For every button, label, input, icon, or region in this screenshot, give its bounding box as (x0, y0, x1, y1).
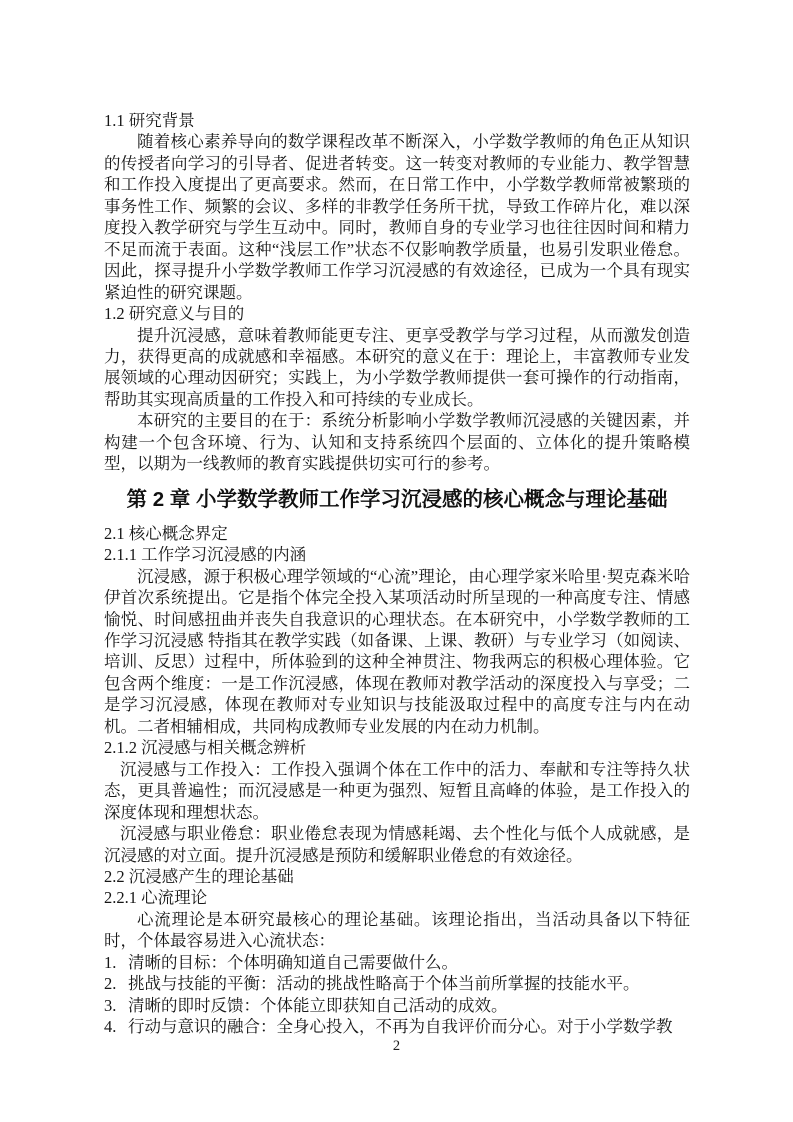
item-number: 3. (104, 995, 117, 1015)
paragraph-immersion-vs-engagement: 沉浸感与工作投入：工作投入强调个体在工作中的活力、奉献和专注等持久状态，更具普遍性；而沉浸感是一种更为强烈、短暂且高峰的体验，是工作投入的深度体现和理想状态。 (104, 759, 690, 822)
list-item (104, 973, 690, 994)
item-number: 1. (104, 952, 117, 972)
paragraph-flow-theory-intro: 心流理论是本研究最核心的理论基础。该理论指出，当活动具备以下特征时，个体最容易进入心流状态： (104, 909, 690, 951)
section-heading-1-1: 1.1 研究背景 (104, 111, 195, 130)
page-number: 2 (392, 1038, 401, 1054)
list-item (104, 952, 690, 973)
chapter-2-heading: 第 2 章 小学数学教师工作学习沉浸感的核心概念与理论基础 (126, 487, 668, 511)
paragraph-purpose: 本研究的主要目的在于：系统分析影响小学数学教师沉浸感的关键因素，并构建一个包含环境、行为、认知和支持系统四个层面的、立体化的提升策略模型，以期为一线教师的教育实践提供切实可行的参考。 (104, 411, 690, 474)
paragraph-significance: 提升沉浸感，意味着教师能更专注、更享受教学与学习过程，从而激发创造力，获得更高的成就感和幸福感。本研究的意义在于：理论上，丰富教师专业发展领域的心理动因研究；实践上，为小学数学教师提供一套可操作的行动指南，帮助其实现高质量的工作投入和可持续的专业成长。 (104, 325, 690, 409)
section-heading-2-2: 2.2 沉浸感产生的理论基础 (104, 866, 294, 886)
section-heading-2-1-1: 2.1.1 工作学习沉浸感的内涵 (104, 545, 307, 565)
item-text: 挑战与技能的平衡：活动的挑战性略高于个体当前所掌握的技能水平。 (128, 974, 640, 994)
section-heading-2-2-1: 2.2.1 心流理论 (104, 888, 208, 908)
item-text: 清晰的目标：个体明确知道自己需要做什么。 (128, 952, 458, 972)
item-number: 2. (104, 974, 117, 994)
list-item (104, 1016, 690, 1037)
paragraph-research-background: 随着核心素养导向的数学课程改革不断深入，小学数学教师的角色正从知识的传授者向学习的引导者、促进者转变。这一转变对教师的专业能力、教学智慧和工作投入度提出了更高要求。然而，在日常工作中，小学数学教师常被繁琐的事务性工作、频繁的会议、多样的非教学任务所干扰，导致工作碎片化，难以深度投入教学研究与学生互动中。同时，教师自身的专业学习也往往因时间和精力不足而流于表面。这种“浅层工作”状态不仅影响教学质量，也易引发职业倦怠。因此，探寻提升小学数学教师工作学习沉浸感的有效途径，已成为一个具有现实紧迫性的研究课题。 (104, 132, 690, 302)
flow-conditions-list (104, 952, 690, 1038)
item-text: 行动与意识的融合：全身心投入，不再为自我评价而分心。对于小学数学教 (128, 1017, 673, 1037)
paragraph-immersion-vs-burnout: 沉浸感与职业倦怠：职业倦怠表现为情感耗竭、去个性化与低个人成就感，是沉浸感的对立面。提升沉浸感是预防和缓解职业倦怠的有效途径。 (104, 824, 690, 865)
list-item (104, 995, 690, 1016)
section-heading-1-2: 1.2 研究意义与目的 (104, 304, 245, 324)
paragraph-immersion-definition: 沉浸感，源于积极心理学领域的“心流”理论，由心理学家米哈里·契克森米哈伊首次系统提出。它是指个体完全投入某项活动时所呈现的一种高度专注、情感愉悦、时间感扭曲并丧失自我意识的心理状态。在本研究中，小学数学教师的工作学习沉浸感 特指其在教学实践（如备课、上课、教研）与专业学习（如阅读、培训、反思）过程中，所体验到的这种全神贯注、物我两忘的积极心理体验。它包含两个维度：一是工作沉浸感，体现在教师对教学活动的深度投入与享受；二是学习沉浸感，体现在教师对专业知识与技能汲取过程中的高度专注与内在动机。二者相辅相成，共同构成教师专业发展的内在动力机制。 (104, 566, 690, 736)
item-text: 清晰的即时反馈：个体能立即获知自己活动的成效。 (128, 995, 508, 1015)
section-heading-2-1-2: 2.1.2 沉浸感与相关概念辨析 (104, 738, 307, 758)
section-heading-2-1: 2.1 核心概念界定 (104, 523, 228, 543)
item-number: 4. (104, 1017, 117, 1037)
page-content (104, 110, 690, 1038)
